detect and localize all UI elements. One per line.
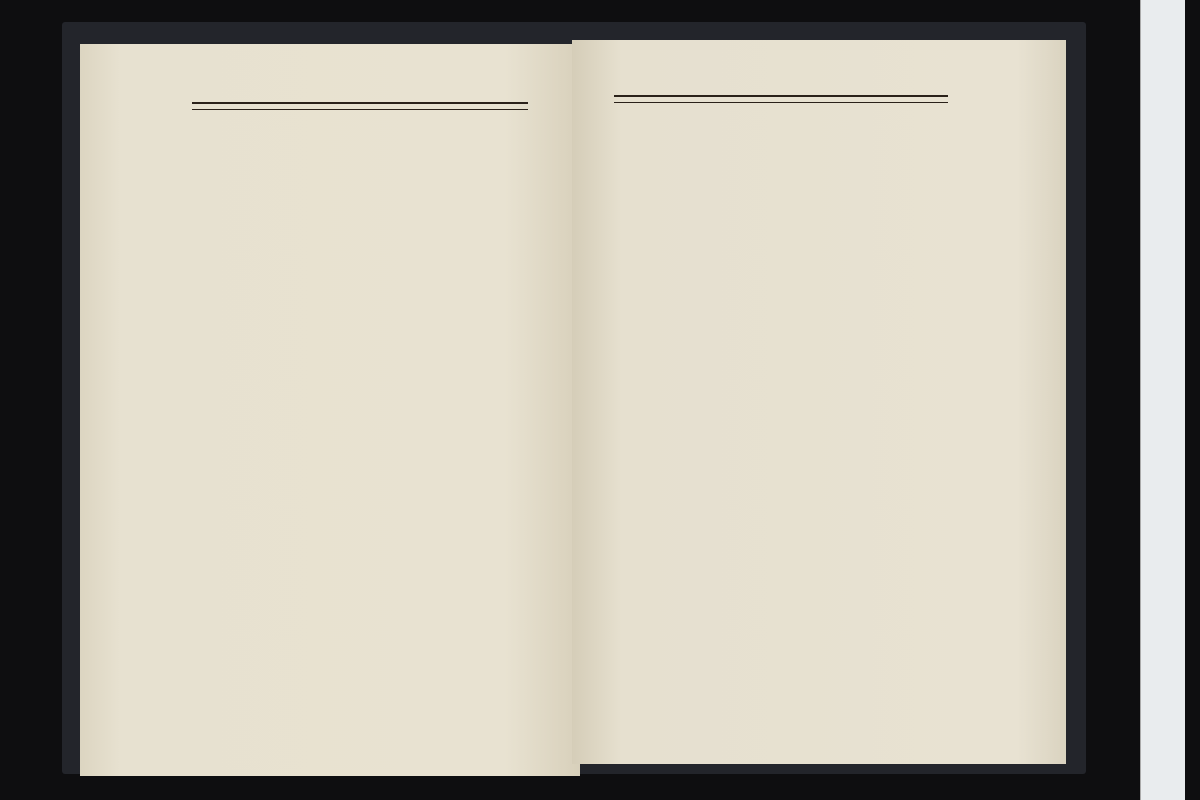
left-page — [80, 44, 580, 776]
right-page — [572, 40, 1066, 764]
head-rule-right — [614, 95, 948, 103]
head-rule-left — [192, 102, 528, 110]
measurement-ruler — [1140, 0, 1185, 800]
